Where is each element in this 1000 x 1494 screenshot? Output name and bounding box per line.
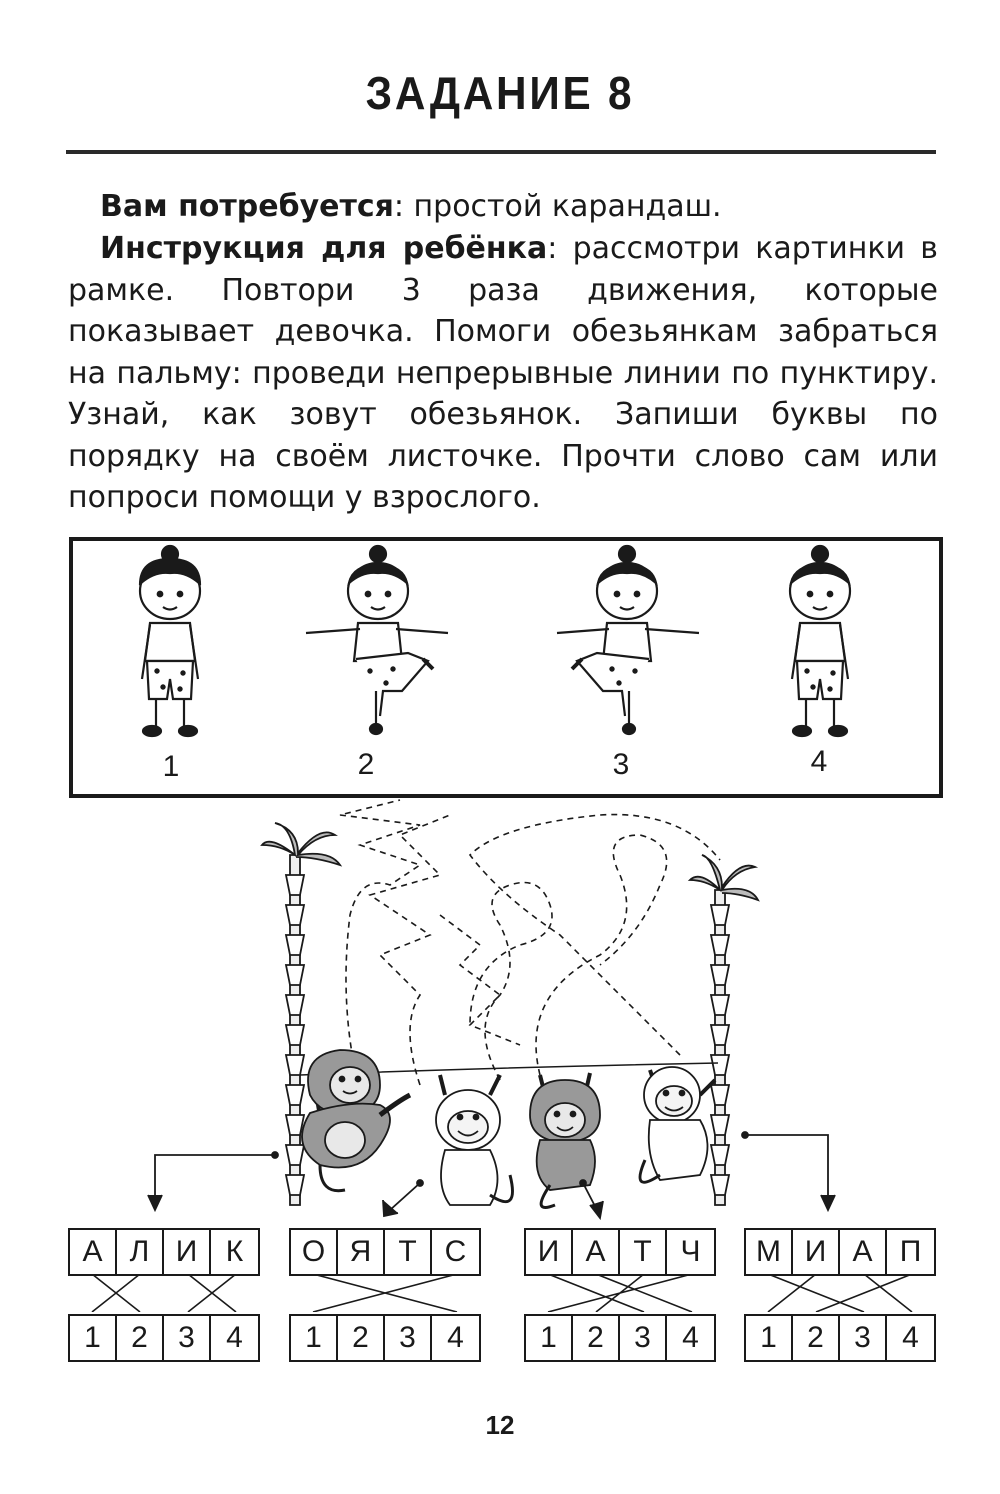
letter-cell: И: [526, 1230, 573, 1274]
number-cell: 4: [682, 1321, 699, 1354]
monkey-3: [530, 1073, 600, 1208]
number-cell: 4: [902, 1321, 919, 1354]
puzzle-3-cross-lines: [524, 1274, 718, 1312]
materials-paragraph: [68, 186, 938, 228]
number-cell: 3: [164, 1316, 211, 1360]
letter-cell: Ч: [680, 1235, 701, 1268]
letter-cell: Т: [385, 1230, 432, 1274]
title-divider: [66, 150, 936, 154]
puzzle-4-numbers: [744, 1314, 936, 1362]
puzzle-1-numbers: [68, 1314, 260, 1362]
puzzle-1-cross-lines: [68, 1274, 262, 1312]
letter-cell: Т: [620, 1230, 667, 1274]
materials-label: Вам потребуется: [100, 189, 394, 224]
puzzle-3-letters: [524, 1228, 716, 1276]
number-cell: 1: [746, 1316, 793, 1360]
monkey-4: [640, 1067, 715, 1182]
instruction-paragraph: [68, 228, 938, 519]
puzzle-2: [289, 1228, 481, 1362]
number-cell: 1: [70, 1316, 117, 1360]
puzzle-4-letters: [744, 1228, 936, 1276]
letter-cell: П: [899, 1235, 922, 1268]
girl-pose-1-illustration: [125, 541, 215, 751]
materials-text: : простой карандаш.: [393, 189, 722, 224]
puzzle-3: [524, 1228, 716, 1362]
letter-cell: И: [793, 1230, 840, 1274]
girl-pose-2-illustration: [298, 541, 458, 751]
instruction-text: : рассмотри картинки в рамке. Повтори 3 раза движения, которые показывает девочка. Помоги обезьянкам забраться на пальму: проведи непрерывные линии по пунктиру. Узнай, как зовут обезьянок. Запиши буквы по порядку на своём листочке. Прочти слово сам или попроси помощи у взрослого.: [68, 231, 938, 515]
instruction-label: Инструкция для ребёнка: [100, 231, 548, 266]
number-cell: 3: [840, 1316, 887, 1360]
pose-number-1: 1: [162, 750, 180, 783]
monkey-2: [436, 1075, 513, 1205]
letter-cell: Л: [117, 1230, 164, 1274]
letter-cell: Я: [338, 1230, 385, 1274]
puzzle-3-numbers: [524, 1314, 716, 1362]
pose-number-4: 4: [810, 745, 828, 778]
number-cell: 2: [338, 1316, 385, 1360]
number-cell: 2: [793, 1316, 840, 1360]
pose-number-2: 2: [357, 748, 375, 781]
puzzle-2-numbers: [289, 1314, 481, 1362]
monkeys-palm-illustration: [0, 795, 1000, 1235]
girl-pose-4-illustration: [775, 541, 865, 751]
letter-cell: А: [573, 1230, 620, 1274]
dashed-trace-lines: [340, 800, 720, 1085]
page-number: 12: [485, 1410, 515, 1440]
pose-frame: [69, 537, 943, 798]
number-cell: 2: [117, 1316, 164, 1360]
puzzle-1: [68, 1228, 260, 1362]
letter-cell: К: [225, 1235, 244, 1268]
number-cell: 4: [226, 1321, 243, 1354]
puzzle-4-cross-lines: [744, 1274, 938, 1312]
puzzle-2-cross-lines: [289, 1274, 483, 1312]
puzzle-4: [744, 1228, 936, 1362]
number-cell: 1: [526, 1316, 573, 1360]
letter-cell: М: [746, 1230, 793, 1274]
task-title: ЗАДАНИЕ 8: [365, 67, 635, 119]
letter-cell: И: [164, 1230, 211, 1274]
number-cell: 2: [573, 1316, 620, 1360]
letter-cell: А: [70, 1230, 117, 1274]
number-cell: 3: [385, 1316, 432, 1360]
letter-cell: С: [444, 1235, 467, 1268]
pose-number-3: 3: [612, 748, 630, 781]
number-cell: 1: [291, 1316, 338, 1360]
letter-cell: О: [291, 1230, 338, 1274]
puzzle-2-letters: [289, 1228, 481, 1276]
number-cell: 3: [620, 1316, 667, 1360]
puzzle-1-letters: [68, 1228, 260, 1276]
girl-pose-3-illustration: [547, 541, 707, 751]
letter-cell: А: [840, 1230, 887, 1274]
number-cell: 4: [447, 1321, 464, 1354]
